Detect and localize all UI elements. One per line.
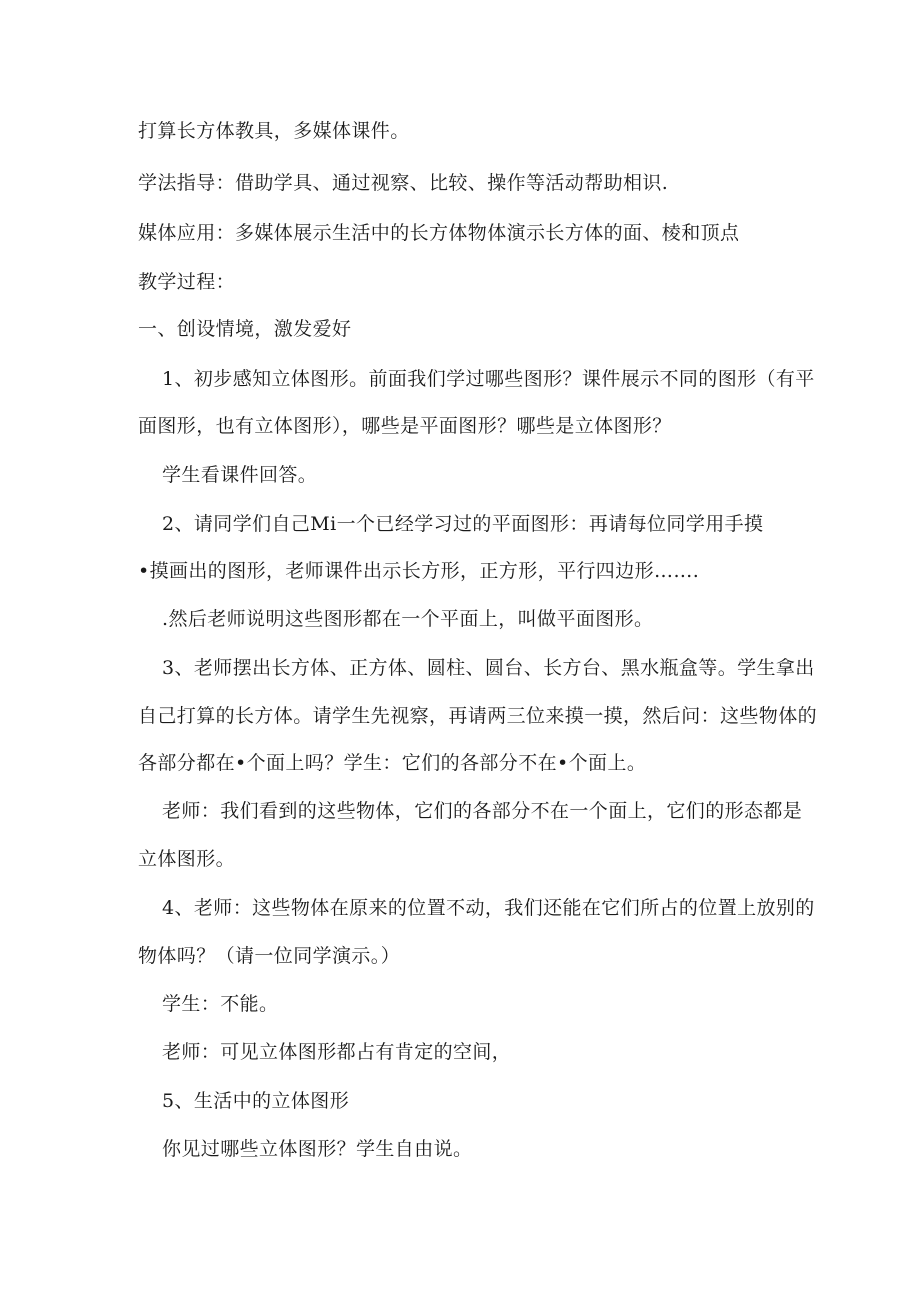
paragraph-line: 5、生活中的立体图形: [162, 1090, 350, 1112]
paragraph-line: 2、请同学们自己Mi一个已经学习过的平面图形：再请每位同学用手摸: [162, 513, 764, 535]
text-line: 媒体应用：多媒体展示生活中的长方体物体演示长方体的面、棱和顶点: [138, 222, 740, 244]
text-line: 学法指导：借助学具、通过视察、比较、操作等活动帮助相识.: [138, 172, 669, 194]
paragraph-line: 你见过哪些立体图形？学生自由说。: [162, 1138, 473, 1160]
paragraph-line: 学生：不能。: [162, 993, 279, 1015]
paragraph-line: 老师：我们看到的这些物体，它们的各部分不在一个面上，它们的形态都是: [162, 800, 803, 822]
paragraph-line: 学生看课件回答。: [162, 464, 318, 486]
paragraph-line: 立体图形。: [138, 848, 236, 870]
paragraph-line: 面图形，也有立体图形），哪些是平面图形？哪些是立体图形？: [138, 415, 672, 437]
section-heading: 一、创设情境，激发爱好: [138, 318, 352, 340]
text-line: 打算长方体教具，多媒体课件。: [138, 120, 410, 142]
paragraph-line: 3、老师摆出长方体、正方体、圆柱、圆台、长方台、黑水瓶盒等。学生拿出: [162, 657, 815, 679]
paragraph-line: .然后老师说明这些图形都在一个平面上，叫做平面图形。: [162, 608, 654, 630]
paragraph-line: 4、老师：这些物体在原来的位置不动，我们还能在它们所占的位置上放别的: [162, 897, 815, 919]
section-heading: 教学过程：: [138, 271, 236, 293]
paragraph-line: 1、初步感知立体图形。前面我们学过哪些图形？课件展示不同的图形（有平: [162, 368, 815, 390]
paragraph-line: •摸画出的图形，老师课件出示长方形，正方形，平行四边形…….: [138, 560, 700, 582]
paragraph-line: 自己打算的长方体。请学生先视察，再请两三位来摸一摸，然后问：这些物体的: [138, 705, 818, 727]
paragraph-line: 老师：可见立体图形都占有肯定的空间，: [162, 1041, 512, 1063]
paragraph-line: 物体吗？（请一位同学演示。）: [138, 945, 401, 967]
paragraph-line: 各部分都在•个面上吗？学生：它们的各部分不在•个面上。: [138, 752, 647, 774]
